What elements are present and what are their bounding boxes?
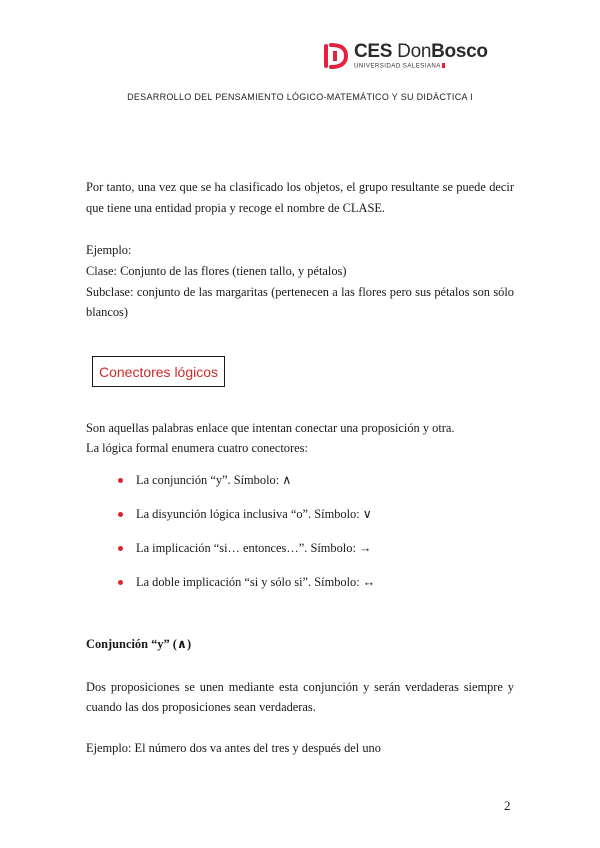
- list-item: [118, 504, 375, 538]
- logo-ces: CES: [354, 41, 398, 62]
- logo-don: Don: [397, 41, 432, 62]
- connectors-intro-line-1: Son aquellas palabras enlace que intentan conectar una proposición y otra.: [86, 421, 455, 435]
- list-item-text: La disyunción lógica inclusiva “o”. Símbolo: ∨: [136, 507, 372, 521]
- logo-bosco: Bosco: [431, 41, 488, 62]
- conjunction-line-1: Dos proposiciones se unen mediante esta conjunción y serán verdaderas siempre y: [86, 680, 514, 694]
- ces-don-bosco-logo: [323, 42, 488, 70]
- connectors-list: [118, 470, 375, 606]
- list-item-text: La implicación “si… entonces…”. Símbolo: →: [136, 541, 372, 555]
- bullet-icon: [118, 512, 123, 517]
- logo-subtitle: UNIVERSIDAD SALESIANA: [354, 62, 441, 70]
- document-header-title: DESARROLLO DEL PENSAMIENTO LÓGICO-MATEMÁTICO Y SU DIDÁCTICA I: [127, 92, 473, 102]
- connectors-intro-line-2: La lógica formal enumera cuatro conectores:: [86, 441, 308, 455]
- conjunction-heading: Conjunción “y” (∧): [86, 637, 192, 651]
- ces-don-bosco-mark-icon: [323, 42, 349, 70]
- section-heading-conectores: Conectores lógicos: [92, 356, 225, 387]
- clase-line: Clase: Conjunto de las flores (tienen tallo, y pétalos): [86, 264, 347, 278]
- example-label: Ejemplo:: [86, 243, 132, 257]
- intro-line-1: Por tanto, una vez que se ha clasificado los objetos, el grupo resultante se puede decir: [86, 180, 514, 194]
- bullet-icon: [118, 580, 123, 585]
- conjunction-example: Ejemplo: El número dos va antes del tres y después del uno: [86, 741, 381, 755]
- subclase-line-2: blancos): [86, 305, 128, 319]
- intro-line-2: que tiene una entidad propia y recoge el nombre de CLASE.: [86, 201, 385, 215]
- logo-accent-bar: [442, 63, 445, 68]
- list-item-text: La conjunción “y”. Símbolo: ∧: [136, 473, 292, 487]
- bullet-icon: [118, 546, 123, 551]
- list-item: [118, 572, 375, 606]
- conjunction-line-2: cuando las dos proposiciones sean verdaderas.: [86, 700, 316, 714]
- page-number: 2: [504, 798, 511, 813]
- list-item-text: La doble implicación “si y sólo si”. Símbolo: ↔: [136, 575, 376, 589]
- bullet-icon: [118, 478, 123, 483]
- subclase-line-1: Subclase: conjunto de las margaritas (pertenecen a las flores pero sus pétalos son sólo: [86, 285, 514, 299]
- list-item: [118, 470, 375, 504]
- list-item: [118, 538, 375, 572]
